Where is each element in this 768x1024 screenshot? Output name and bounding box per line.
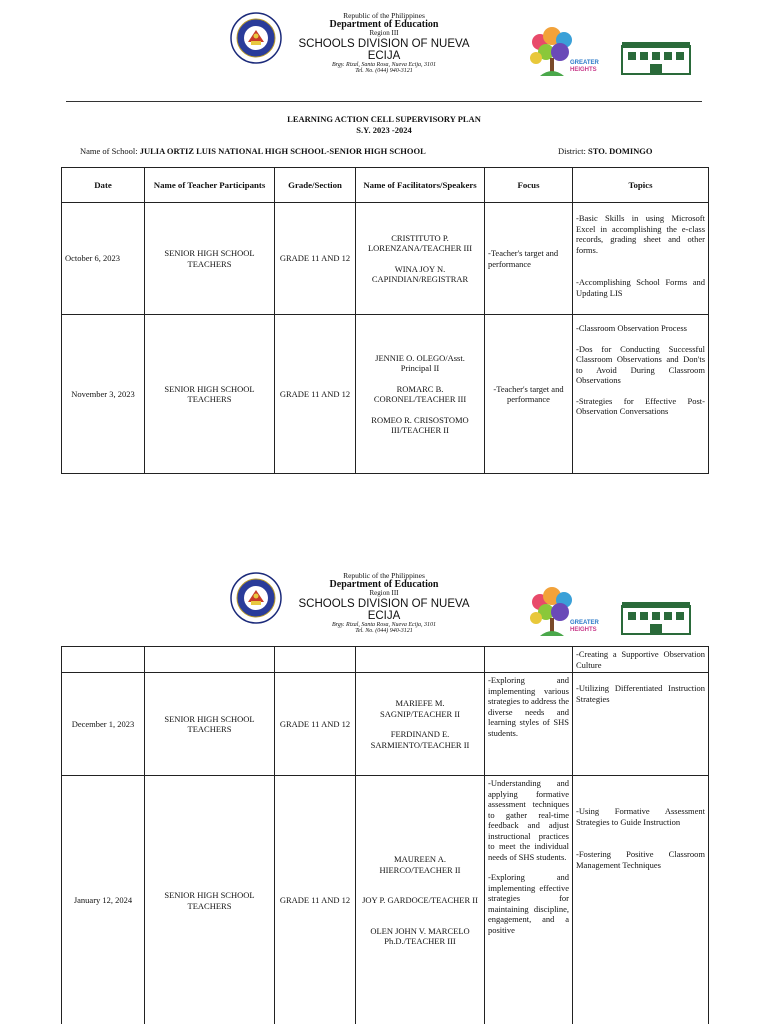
district-name: STO. DOMINGO — [587, 146, 653, 156]
row-facilitators — [356, 673, 485, 776]
facilitator: JOY P. GARDOCE/TEACHER II — [362, 895, 478, 906]
row-participants: SENIOR HIGH SCHOOL TEACHERS — [145, 315, 275, 474]
facilitator: MARIEFE M. SAGNIP/TEACHER II — [379, 698, 461, 719]
address-label: Brgy. Rizal, Santa Rosa, Nueva Ecija, 3101 — [331, 621, 437, 628]
letterhead — [0, 560, 768, 660]
facilitator: JENNIE O. OLEGO/Asst. Principal II — [375, 352, 465, 373]
topic-item: -Dos for Conducting Successful Classroom Observations and Don'ts to Avoid During Classroom Observations — [576, 343, 705, 385]
row-facilitators — [356, 776, 485, 1024]
region-label: Region III — [369, 589, 399, 598]
topic-item: -Basic Skills in using Microsoft Excel in accomplishing the e-class records, grading sheet and other forms. — [576, 213, 705, 255]
svg-text:HEIGHTS: HEIGHTS — [570, 67, 597, 73]
row-date: January 12, 2024 — [62, 776, 145, 1024]
header-participants: Name of Teacher Participants — [145, 168, 275, 203]
deped-seal-icon — [230, 572, 282, 624]
letterhead-text — [284, 572, 484, 634]
svg-text:HEIGHTS: HEIGHTS — [570, 627, 597, 633]
district-line — [558, 146, 653, 156]
deped-seal-icon — [230, 12, 282, 64]
letterhead-text — [284, 12, 484, 74]
school-name-line — [80, 146, 426, 156]
supervisory-plan-table-continued — [61, 646, 709, 1024]
focus-item: -Understanding and applying formative assessment techniques to gather real-time feedback and adjust instructional practices to meet the individual needs of SHS students. — [488, 778, 569, 862]
table-row-continued — [62, 647, 709, 673]
tel-label: Tel. No. (044) 940-3121 — [355, 628, 413, 635]
address-label: Brgy. Rizal, Santa Rosa, Nueva Ecija, 3101 — [331, 61, 437, 68]
page-gap — [0, 496, 768, 560]
table-row — [62, 203, 709, 315]
header-date: Date — [62, 168, 145, 203]
republic-label: Republic of the Philippines — [343, 571, 425, 580]
division-label: SCHOOLS DIVISION OF NUEVA ECIJA — [298, 597, 470, 622]
facilitator: OLEN JOHN V. MARCELO Ph.D./TEACHER III — [370, 925, 470, 947]
division-label: SCHOOLS DIVISION OF NUEVA ECIJA — [298, 37, 470, 62]
facilitator: FERDINAND E. SARMIENTO/TEACHER II — [370, 729, 470, 750]
header-grade: Grade/Section — [275, 168, 356, 203]
row-grade: GRADE 11 AND 12 — [275, 203, 356, 315]
facilitator: MAUREEN A. HIERCO/TEACHER II — [379, 854, 461, 875]
letterhead — [0, 0, 768, 100]
empty-cell — [145, 647, 275, 673]
row-facilitators — [356, 315, 485, 474]
row-focus: -Teacher's target and performance — [485, 315, 573, 474]
topic-item: -Utilizing Differentiated Instruction Strategies — [576, 683, 705, 704]
header-facilitators: Name of Facilitators/Speakers — [356, 168, 485, 203]
school-building-logo-icon — [620, 598, 692, 638]
region-label: Region III — [369, 29, 399, 38]
continued-topic: -Creating a Supportive Observation Culture — [573, 647, 709, 673]
row-date: October 6, 2023 — [62, 203, 145, 315]
district-label: District: — [558, 146, 586, 156]
row-topics — [573, 673, 709, 776]
header-divider — [66, 101, 702, 102]
row-date: November 3, 2023 — [62, 315, 145, 474]
school-label: Name of School: — [80, 146, 138, 156]
table-row — [62, 776, 709, 1024]
row-participants: SENIOR HIGH SCHOOL TEACHERS — [145, 776, 275, 1024]
svg-text:GREATER: GREATER — [570, 620, 599, 626]
header-focus: Focus — [485, 168, 573, 203]
department-label: Department of Education — [329, 18, 439, 30]
row-grade: GRADE 11 AND 12 — [275, 673, 356, 776]
row-focus — [485, 776, 573, 1024]
row-participants: SENIOR HIGH SCHOOL TEACHERS — [145, 203, 275, 315]
greater-heights-logo-icon — [520, 582, 612, 642]
topic-item: -Classroom Observation Process — [576, 323, 687, 333]
document-page-1 — [0, 0, 768, 496]
facilitator: CRISTITUTO P. LORENZANA/TEACHER III — [367, 232, 473, 253]
tel-label: Tel. No. (044) 940-3121 — [355, 68, 413, 75]
facilitator: WINA JOY N. CAPINDIAN/REGISTRAR — [371, 263, 469, 284]
school-year: S.Y. 2023 -2024 — [356, 125, 412, 135]
empty-cell — [275, 647, 356, 673]
table-header-row — [62, 168, 709, 203]
header-topics: Topics — [573, 168, 709, 203]
facilitator: ROMARC B. CORONEL/TEACHER III — [373, 383, 467, 404]
document-page-2 — [0, 560, 768, 1024]
row-topics — [573, 776, 709, 1024]
document-title: LEARNING ACTION CELL SUPERVISORY PLAN — [287, 114, 481, 124]
empty-cell — [485, 647, 573, 673]
row-participants: SENIOR HIGH SCHOOL TEACHERS — [145, 673, 275, 776]
empty-cell — [356, 647, 485, 673]
topic-item: -Accomplishing School Forms and Updating LIS — [576, 277, 705, 298]
row-grade: GRADE 11 AND 12 — [275, 776, 356, 1024]
row-grade: GRADE 11 AND 12 — [275, 315, 356, 474]
facilitator: ROMEO R. CRISOSTOMO III/TEACHER II — [371, 414, 469, 435]
row-facilitators — [356, 203, 485, 315]
school-name: JULIA ORTIZ LUIS NATIONAL HIGH SCHOOL-SENIOR HIGH SCHOOL — [139, 146, 426, 156]
focus-item: -Exploring and implementing effective strategies for maintaining discipline, engagement, and a positive — [488, 872, 569, 935]
svg-text:GREATER: GREATER — [570, 60, 599, 66]
row-focus: -Exploring and implementing various strategies to address the diverse needs and learning styles of SHS students. — [485, 673, 573, 776]
topic-item: -Strategies for Effective Post-Observation Conversations — [576, 395, 705, 416]
republic-label: Republic of the Philippines — [343, 11, 425, 20]
row-topics — [573, 203, 709, 315]
topic-item: -Fostering Positive Classroom Management Techniques — [576, 849, 705, 870]
table-row — [62, 315, 709, 474]
supervisory-plan-table — [61, 167, 709, 474]
row-focus: -Teacher's target and performance — [485, 203, 573, 315]
row-topics — [573, 315, 709, 474]
topic-item: -Using Formative Assessment Strategies to Guide Instruction — [576, 806, 705, 827]
empty-cell — [62, 647, 145, 673]
greater-heights-logo-icon — [520, 22, 612, 82]
table-row — [62, 673, 709, 776]
row-date: December 1, 2023 — [62, 673, 145, 776]
department-label: Department of Education — [329, 578, 439, 590]
school-building-logo-icon — [620, 38, 692, 78]
